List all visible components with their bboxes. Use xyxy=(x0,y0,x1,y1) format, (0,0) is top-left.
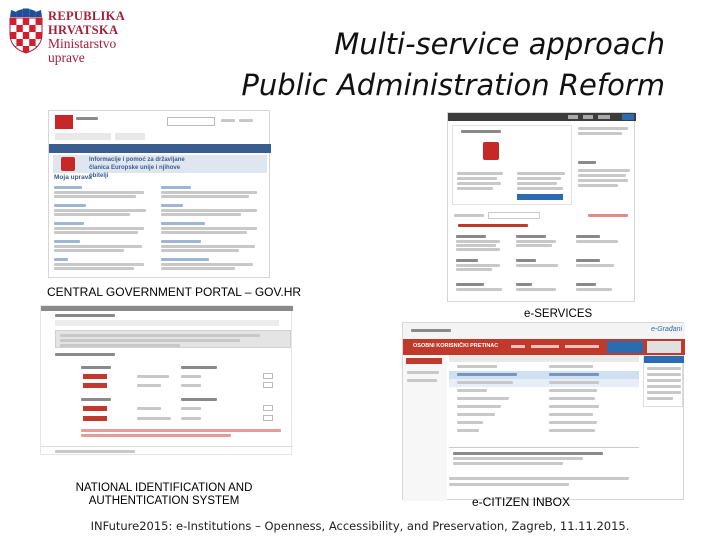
nias-select-button[interactable] xyxy=(263,382,273,388)
inbox-logout-button[interactable] xyxy=(647,341,681,353)
nias-provider-logo xyxy=(83,406,107,411)
inbox-caption: e-CITIZEN INBOX xyxy=(472,495,571,509)
inbox-screenshot xyxy=(402,322,684,500)
nias-caption-line-2: AUTHENTICATION SYSTEM xyxy=(88,495,240,507)
nias-caption xyxy=(64,482,264,508)
nias-notice-box xyxy=(55,330,291,348)
nias-provider-logo xyxy=(83,383,107,388)
inbox-compose-button[interactable] xyxy=(406,358,442,364)
croatian-coat-of-arms-icon xyxy=(8,8,44,54)
inbox-calendar xyxy=(643,355,683,407)
nias-provider-logo xyxy=(83,374,107,379)
ministry-logo xyxy=(8,8,183,65)
inbox-header-text: OSOBNI KORISNIČKI PRETINAC xyxy=(413,343,499,349)
nias-select-button[interactable] xyxy=(263,373,273,379)
gov-portal-logo xyxy=(55,115,73,129)
gov-portal-section-title: Moja uprava xyxy=(54,174,92,181)
nias-caption-line-1: NATIONAL IDENTIFICATION AND xyxy=(75,482,253,494)
nias-select-button[interactable] xyxy=(263,415,273,421)
nias-select-button[interactable] xyxy=(263,405,273,411)
nias-provider-logo xyxy=(83,416,107,421)
gov-portal-banner-text: Informacije i pomoć za državljane članica Europske unije i njihove obitelji xyxy=(89,157,185,179)
logo-line-3: uprave xyxy=(48,50,85,65)
eservices-featured-icon xyxy=(483,142,499,160)
gov-portal-nav xyxy=(49,144,271,153)
eservices-featured-button[interactable] xyxy=(517,194,563,200)
eservices-search-input[interactable] xyxy=(488,212,540,219)
title-line-2: Public Administration Reform xyxy=(241,68,665,102)
inbox-message-list xyxy=(449,363,639,443)
logo-line-1: REPUBLIKA HRVATSKA xyxy=(48,9,125,37)
gov-portal-search[interactable] xyxy=(167,117,215,126)
title-line-1: Multi-service approach xyxy=(334,27,665,61)
inbox-message-preview xyxy=(449,447,639,469)
inbox-account-button[interactable] xyxy=(607,341,643,353)
slide-title xyxy=(241,24,665,106)
gov-portal-caption: CENTRAL GOVERNMENT PORTAL – GOV.HR xyxy=(47,285,302,299)
eservices-screenshot xyxy=(447,112,635,302)
eservices-search-button[interactable] xyxy=(622,114,634,120)
slide-footer: INFuture2015: e-Institutions – Openness, Accessibility, and Preservation, Zagreb, 11.11.2015. xyxy=(90,519,630,533)
nias-screenshot xyxy=(40,305,292,455)
inbox-app-bar xyxy=(403,339,685,355)
inbox-brand: e-Građani xyxy=(651,326,683,333)
inbox-folder-sidebar xyxy=(403,355,447,501)
gov-portal-screenshot xyxy=(48,110,270,278)
logo-line-2: Ministarstvo xyxy=(48,36,117,51)
eservices-caption: e-SERVICES xyxy=(524,308,593,320)
